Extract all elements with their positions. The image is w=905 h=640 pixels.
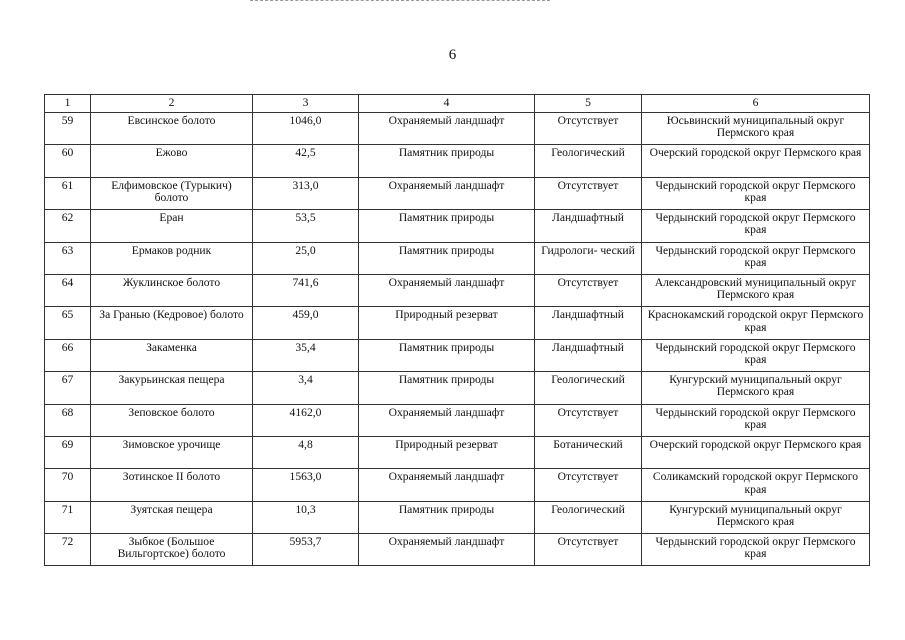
table-row <box>45 534 870 566</box>
cell-area: 42,5 <box>253 145 359 177</box>
table-row <box>45 436 870 468</box>
cell-profile: Геологический <box>535 501 642 533</box>
cell-number: 71 <box>45 501 91 533</box>
table-body <box>45 113 870 566</box>
cell-category: Памятник природы <box>359 339 535 371</box>
cell-profile: Ландшафтный <box>535 307 642 339</box>
cell-category: Охраняемый ландшафт <box>359 113 535 145</box>
cell-number: 65 <box>45 307 91 339</box>
cell-area: 741,6 <box>253 274 359 306</box>
cell-area: 53,5 <box>253 210 359 242</box>
cell-area: 3,4 <box>253 372 359 404</box>
cell-name: Зуятская пещера <box>91 501 253 533</box>
cell-number: 61 <box>45 177 91 209</box>
cell-number: 69 <box>45 436 91 468</box>
cell-number: 67 <box>45 372 91 404</box>
page-number: 6 <box>448 47 457 63</box>
cell-profile: Отсутствует <box>535 404 642 436</box>
cell-name: Зеповское болото <box>91 404 253 436</box>
cell-number: 59 <box>45 113 91 145</box>
cell-area: 5953,7 <box>253 534 359 566</box>
table-row <box>45 339 870 371</box>
cell-category: Охраняемый ландшафт <box>359 469 535 501</box>
top-edge-rule <box>250 0 550 2</box>
cell-profile: Геологический <box>535 372 642 404</box>
cell-location: Кунгурский муниципальный округ Пермского края <box>642 501 870 533</box>
table-row <box>45 307 870 339</box>
cell-profile: Отсутствует <box>535 113 642 145</box>
cell-name: За Гранью (Кедровое) болото <box>91 307 253 339</box>
cell-number: 60 <box>45 145 91 177</box>
cell-area: 4,8 <box>253 436 359 468</box>
table-row <box>45 177 870 209</box>
cell-number: 72 <box>45 534 91 566</box>
cell-profile: Гидрологи- ческий <box>535 242 642 274</box>
cell-location: Очерский городской округ Пермского края <box>642 145 870 177</box>
table-row <box>45 145 870 177</box>
cell-name: Зыбкое (Большое Вильгортское) болото <box>91 534 253 566</box>
cell-location: Краснокамский городской округ Пермского края <box>642 307 870 339</box>
cell-location: Чердынский городской округ Пермского края <box>642 210 870 242</box>
cell-area: 459,0 <box>253 307 359 339</box>
cell-name: Еран <box>91 210 253 242</box>
cell-profile: Ботанический <box>535 436 642 468</box>
cell-name: Закурьинская пещера <box>91 372 253 404</box>
cell-number: 64 <box>45 274 91 306</box>
cell-location: Чердынский городской округ Пермского края <box>642 177 870 209</box>
cell-area: 4162,0 <box>253 404 359 436</box>
cell-number: 63 <box>45 242 91 274</box>
table-row <box>45 274 870 306</box>
cell-location: Чердынский городской округ Пермского края <box>642 242 870 274</box>
cell-name: Зимовское урочище <box>91 436 253 468</box>
cell-location: Юсьвинский муниципальный округ Пермского края <box>642 113 870 145</box>
cell-category: Памятник природы <box>359 210 535 242</box>
cell-name: Ежово <box>91 145 253 177</box>
cell-area: 25,0 <box>253 242 359 274</box>
protected-areas-table <box>44 94 870 566</box>
cell-number: 68 <box>45 404 91 436</box>
table-row <box>45 242 870 274</box>
cell-category: Памятник природы <box>359 501 535 533</box>
cell-category: Охраняемый ландшафт <box>359 274 535 306</box>
cell-area: 1563,0 <box>253 469 359 501</box>
header-col-2: 2 <box>91 95 253 113</box>
cell-category: Природный резерват <box>359 307 535 339</box>
cell-number: 66 <box>45 339 91 371</box>
cell-location: Чердынский городской округ Пермского края <box>642 534 870 566</box>
cell-profile: Отсутствует <box>535 534 642 566</box>
cell-profile: Геологический <box>535 145 642 177</box>
table-row <box>45 404 870 436</box>
cell-location: Александровский муниципальный округ Пермского края <box>642 274 870 306</box>
cell-name: Зотинское II болото <box>91 469 253 501</box>
cell-profile: Отсутствует <box>535 274 642 306</box>
table-row <box>45 113 870 145</box>
cell-profile: Ландшафтный <box>535 339 642 371</box>
table-header <box>45 95 870 113</box>
cell-category: Природный резерват <box>359 436 535 468</box>
cell-name: Елфимовское (Турыкич) болото <box>91 177 253 209</box>
cell-category: Охраняемый ландшафт <box>359 534 535 566</box>
table-row <box>45 469 870 501</box>
cell-name: Ермаков родник <box>91 242 253 274</box>
cell-category: Охраняемый ландшафт <box>359 177 535 209</box>
cell-category: Памятник природы <box>359 145 535 177</box>
cell-name: Жуклинское болото <box>91 274 253 306</box>
cell-name: Закаменка <box>91 339 253 371</box>
header-col-4: 4 <box>359 95 535 113</box>
cell-location: Соликамский городской округ Пермского края <box>642 469 870 501</box>
header-col-1: 1 <box>45 95 91 113</box>
cell-area: 35,4 <box>253 339 359 371</box>
cell-location: Кунгурский муниципальный округ Пермского края <box>642 372 870 404</box>
cell-profile: Ландшафтный <box>535 210 642 242</box>
cell-profile: Отсутствует <box>535 177 642 209</box>
cell-location: Очерский городской округ Пермского края <box>642 436 870 468</box>
table-row <box>45 210 870 242</box>
cell-name: Евсинское болото <box>91 113 253 145</box>
header-col-5: 5 <box>535 95 642 113</box>
cell-number: 62 <box>45 210 91 242</box>
cell-area: 10,3 <box>253 501 359 533</box>
cell-category: Охраняемый ландшафт <box>359 404 535 436</box>
cell-location: Чердынский городской округ Пермского края <box>642 404 870 436</box>
cell-number: 70 <box>45 469 91 501</box>
header-col-6: 6 <box>642 95 870 113</box>
cell-area: 313,0 <box>253 177 359 209</box>
table-row <box>45 501 870 533</box>
header-col-3: 3 <box>253 95 359 113</box>
cell-profile: Отсутствует <box>535 469 642 501</box>
cell-category: Памятник природы <box>359 242 535 274</box>
cell-area: 1046,0 <box>253 113 359 145</box>
table-row <box>45 372 870 404</box>
header-row <box>45 95 870 113</box>
cell-category: Памятник природы <box>359 372 535 404</box>
cell-location: Чердынский городской округ Пермского края <box>642 339 870 371</box>
